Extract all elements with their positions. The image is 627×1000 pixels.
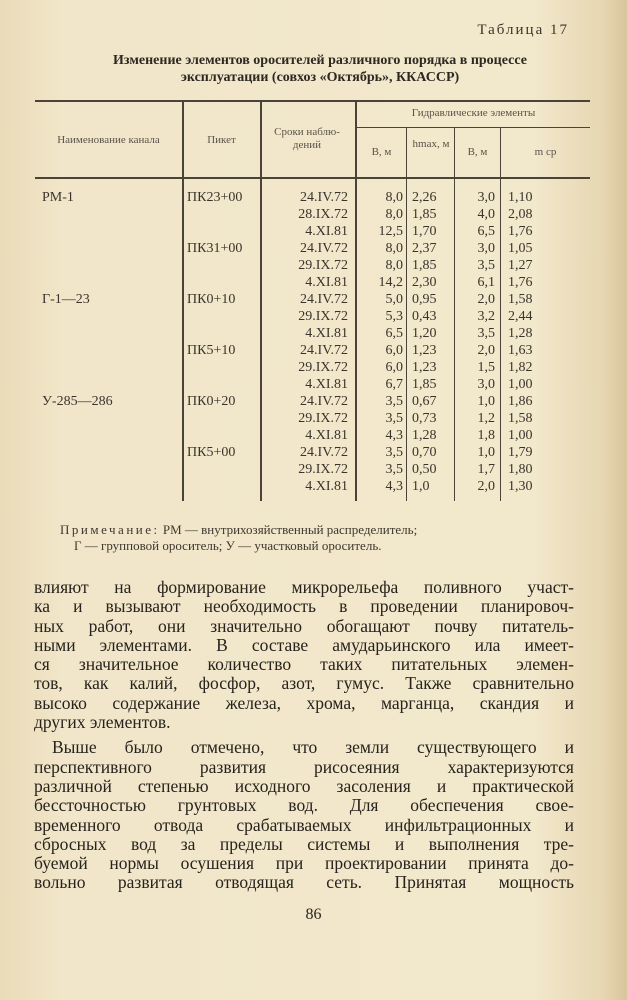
observation-date: 4.XI.81 [305, 275, 348, 290]
table-row [0, 292, 627, 308]
text-line: Выше было отмечено, что земли существующего и [52, 737, 574, 758]
width-b1: 5,3 [385, 309, 403, 324]
note-line: Г — групповой ороситель; У — участковый ороситель. [74, 538, 382, 553]
observation-date: 4.XI.81 [305, 377, 348, 392]
observation-date: 29.IX.72 [298, 258, 348, 273]
width-b1: 4,3 [385, 479, 403, 494]
m-avg: 1,58 [508, 411, 533, 426]
table-row [0, 275, 627, 291]
observation-date: 24.IV.72 [300, 343, 348, 358]
picket: ПК31+00 [187, 241, 243, 256]
width-b1: 5,0 [385, 292, 403, 307]
h-max: 1,23 [412, 360, 437, 375]
paragraph [34, 578, 574, 732]
width-b2: 1,0 [477, 445, 495, 460]
table-row [0, 377, 627, 393]
h-max: 1,85 [412, 207, 437, 222]
header-bottom-rule [35, 177, 590, 179]
observation-date: 24.IV.72 [300, 292, 348, 307]
channel-name: РМ-1 [42, 190, 74, 205]
table-row [0, 258, 627, 274]
h-max: 1,85 [412, 258, 437, 273]
table-top-rule [35, 100, 590, 102]
h-max: 2,37 [412, 241, 437, 256]
table-row [0, 309, 627, 325]
width-b2: 6,5 [477, 224, 495, 239]
table-caption [40, 52, 600, 86]
width-b2: 2,0 [477, 343, 495, 358]
width-b2: 3,0 [477, 190, 495, 205]
h-max: 2,26 [412, 190, 437, 205]
h-max: 0,95 [412, 292, 437, 307]
width-b2: 3,0 [477, 241, 495, 256]
h-max: 1,20 [412, 326, 437, 341]
width-b1: 6,0 [385, 343, 403, 358]
m-avg: 1,58 [508, 292, 533, 307]
width-b2: 6,1 [477, 275, 495, 290]
group-rule [357, 127, 590, 128]
text-line: ных работ, они значительно обогащают почву питатель- [34, 615, 574, 636]
table-row [0, 241, 627, 257]
table-row [0, 326, 627, 342]
text-line: бессточностью грунтовых вод. Для обеспечения свое- [34, 795, 574, 816]
observation-date: 28.IX.72 [298, 207, 348, 222]
table-row [0, 224, 627, 240]
observation-date: 29.IX.72 [298, 462, 348, 477]
table-row [0, 190, 627, 206]
width-b2: 2,0 [477, 479, 495, 494]
width-b2: 1,5 [477, 360, 495, 375]
text-line: других элементов. [34, 712, 171, 733]
picket: ПК0+10 [187, 292, 236, 307]
m-avg: 2,08 [508, 207, 533, 222]
text-line: перспективного развития рисосеяния характеризуются [34, 756, 574, 777]
width-b2: 1,2 [477, 411, 495, 426]
width-b1: 4,3 [385, 428, 403, 443]
header-hydraulic-group: Гидравлические элементы [411, 107, 536, 119]
observation-date: 4.XI.81 [305, 326, 348, 341]
caption-line: эксплуатации (совхоз «Октябрь», ККАССР) [180, 70, 460, 85]
m-avg: 1,63 [508, 343, 533, 358]
picket: ПК0+20 [187, 394, 236, 409]
width-b1: 12,5 [378, 224, 403, 239]
text-line: различной степенью исходного засоления и практической [34, 775, 574, 796]
width-b1: 6,7 [385, 377, 403, 392]
m-avg: 1,80 [508, 462, 533, 477]
h-max: 1,70 [412, 224, 437, 239]
h-max: 0,43 [412, 309, 437, 324]
m-avg: 1,10 [508, 190, 533, 205]
text-line: временного отвода срабатываемых инфильтрационных и [34, 814, 574, 835]
m-avg: 1,76 [508, 224, 533, 239]
m-avg: 1,00 [508, 377, 533, 392]
table-row [0, 428, 627, 444]
width-b1: 14,2 [378, 275, 403, 290]
width-b1: 3,5 [385, 462, 403, 477]
h-max: 1,0 [412, 479, 430, 494]
m-avg: 1,05 [508, 241, 533, 256]
table-row [0, 394, 627, 410]
h-max: 1,23 [412, 343, 437, 358]
text-line: ся значительное количество таких питательных элемен- [34, 654, 574, 675]
h-max: 1,28 [412, 428, 437, 443]
m-avg: 1,00 [508, 428, 533, 443]
m-avg: 1,28 [508, 326, 533, 341]
page-number: 86 [305, 906, 322, 923]
m-avg: 1,27 [508, 258, 533, 273]
m-avg: 1,79 [508, 445, 533, 460]
m-avg: 1,76 [508, 275, 533, 290]
h-max: 0,50 [412, 462, 437, 477]
header-hmax: hmax, м [412, 138, 450, 150]
table-row [0, 343, 627, 359]
width-b2: 3,5 [477, 258, 495, 273]
observation-date: 4.XI.81 [305, 479, 348, 494]
header-b1: B, м [371, 146, 392, 158]
width-b1: 3,5 [385, 411, 403, 426]
width-b1: 6,5 [385, 326, 403, 341]
observation-date: 29.IX.72 [298, 411, 348, 426]
picket: ПК5+00 [187, 445, 236, 460]
width-b2: 1,7 [477, 462, 495, 477]
width-b1: 8,0 [385, 241, 403, 256]
table-row [0, 479, 627, 495]
h-max: 0,70 [412, 445, 437, 460]
width-b2: 1,0 [477, 394, 495, 409]
width-b2: 2,0 [477, 292, 495, 307]
width-b1: 3,5 [385, 394, 403, 409]
text-line: вольно развитая отводящая сеть. Принятая мощность [34, 872, 574, 893]
table-number: Таблица 17 [477, 22, 569, 38]
m-avg: 2,44 [508, 309, 533, 324]
picket: ПК5+10 [187, 343, 236, 358]
table-row [0, 411, 627, 427]
observation-date: 24.IV.72 [300, 241, 348, 256]
width-b2: 1,8 [477, 428, 495, 443]
observation-date: 4.XI.81 [305, 428, 348, 443]
width-b2: 3,2 [477, 309, 495, 324]
observation-date: 24.IV.72 [300, 190, 348, 205]
h-max: 0,67 [412, 394, 437, 409]
text-line: ка и вызывают необходимость в проведении планировоч- [34, 596, 574, 617]
h-max: 1,85 [412, 377, 437, 392]
table-row [0, 207, 627, 223]
h-max: 0,73 [412, 411, 437, 426]
m-avg: 1,82 [508, 360, 533, 375]
observation-date: 29.IX.72 [298, 309, 348, 324]
width-b1: 3,5 [385, 445, 403, 460]
width-b2: 4,0 [477, 207, 495, 222]
width-b2: 3,5 [477, 326, 495, 341]
header-m: m ср [534, 146, 557, 158]
table-note [60, 522, 580, 554]
width-b1: 8,0 [385, 207, 403, 222]
text-line: ными элементами. В составе амударьинского ила имеет- [34, 634, 574, 655]
header-name: Наименование канала [57, 134, 160, 146]
m-avg: 1,30 [508, 479, 533, 494]
observation-date: 4.XI.81 [305, 224, 348, 239]
width-b2: 3,0 [477, 377, 495, 392]
observation-date: 24.IV.72 [300, 394, 348, 409]
channel-name: У-285—286 [42, 394, 113, 409]
width-b1: 8,0 [385, 190, 403, 205]
channel-name: Г-1—23 [42, 292, 90, 307]
text-line: буемой нормы осушения при проектировании принята до- [34, 853, 574, 874]
header-b2: B, м [467, 146, 488, 158]
width-b1: 8,0 [385, 258, 403, 273]
h-max: 2,30 [412, 275, 437, 290]
note-line: РМ — внутрихозяйственный распределитель; [162, 522, 418, 537]
caption-line: Изменение элементов оросителей различного порядка в процессе [113, 53, 527, 68]
header-dates: Сроки наблю-дений [274, 126, 340, 151]
body-text [34, 578, 574, 893]
text-line: тов, как калий, фосфор, азот, гумус. Также сравнительно [34, 673, 574, 694]
table-row [0, 360, 627, 376]
header-picket: Пикет [207, 134, 236, 146]
m-avg: 1,86 [508, 394, 533, 409]
table-row [0, 445, 627, 461]
text-line: высоко содержание железа, хрома, марганца, скандия и [34, 692, 574, 713]
note-label: Примечание: [60, 522, 160, 537]
paragraph [34, 738, 574, 892]
observation-date: 24.IV.72 [300, 445, 348, 460]
width-b1: 6,0 [385, 360, 403, 375]
observation-date: 29.IX.72 [298, 360, 348, 375]
text-line: влияют на формирование микрорельефа поливного участ- [34, 577, 574, 597]
text-line: сбросных вод за пределы системы и выполнения тре- [34, 833, 574, 854]
table-row [0, 462, 627, 478]
picket: ПК23+00 [187, 190, 243, 205]
